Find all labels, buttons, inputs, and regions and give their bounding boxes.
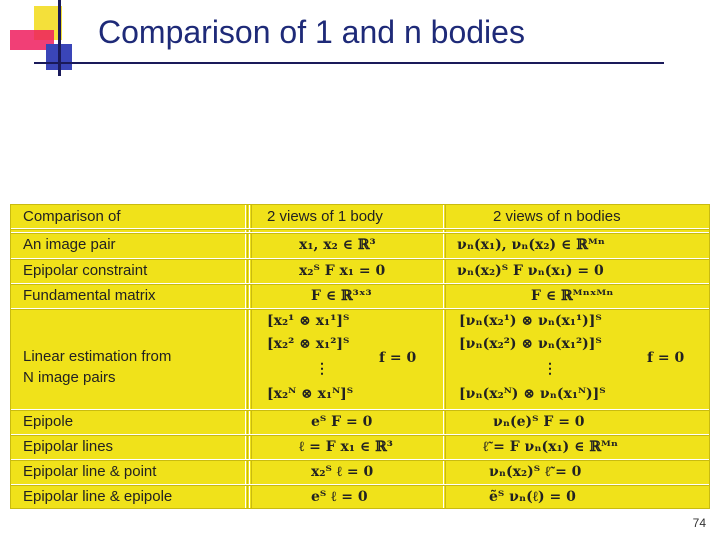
one-body-estimation-row-1: [x₂¹ ⊗ x₁¹]ᵀ: [267, 313, 350, 329]
n-bodies-image-pair: νₙ(x₁), νₙ(x₂) ∈ ℝᴹⁿ: [457, 237, 605, 253]
one-body-estimation-row-2: [x₂² ⊗ x₁²]ᵀ: [267, 336, 350, 352]
n-bodies-fundamental-matrix: F ∈ ℝᴹⁿˣᴹⁿ: [531, 288, 614, 304]
n-bodies-estimation-row-1: [νₙ(x₂¹) ⊗ νₙ(x₁¹)]ᵀ: [459, 313, 602, 329]
header-one-body: 2 views of 1 body: [267, 208, 383, 225]
row-divider: [11, 434, 709, 436]
row-divider: [11, 258, 709, 260]
n-bodies-estimation-row-n: [νₙ(x₂ᴺ) ⊗ νₙ(x₁ᴺ)]ᵀ: [459, 386, 606, 402]
n-bodies-epipolar-constraint: νₙ(x₂)ᵀ F νₙ(x₁) = 0: [457, 263, 604, 279]
row-divider: [11, 484, 709, 486]
one-body-estimation-row-n: [x₂ᴺ ⊗ x₁ᴺ]ᵀ: [267, 386, 354, 402]
header-n-bodies: 2 views of n bodies: [493, 208, 621, 225]
one-body-fundamental-matrix: F ∈ ℝ³ˣ³: [311, 288, 372, 304]
n-bodies-line-and-epipole: ẽᵀ νₙ(ℓ) = 0: [489, 489, 576, 505]
row-divider: [11, 283, 709, 285]
n-bodies-estimation-ellipsis: ⋮: [543, 361, 557, 377]
row-label-epipole: Epipole: [23, 413, 74, 430]
one-body-epipolar-constraint: x₂ᵀ F x₁ = 0: [299, 263, 386, 279]
column-divider: [245, 205, 248, 508]
one-body-estimation-rhs: f = 0: [379, 350, 417, 366]
one-body-image-pair: x₁, x₂ ∈ ℝ³: [299, 237, 376, 253]
one-body-epipolar-lines: ℓ = F x₁ ∈ ℝ³: [299, 439, 393, 455]
row-divider: [11, 232, 709, 234]
n-bodies-epipolar-lines: ℓ̃ = F νₙ(x₁) ∈ ℝᴹⁿ: [483, 439, 619, 455]
row-label-linear-estimation-line2: N image pairs: [23, 369, 116, 386]
comparison-table: [10, 204, 710, 509]
n-bodies-estimation-rhs: f = 0: [647, 350, 685, 366]
header-comparison: Comparison of: [23, 208, 121, 225]
column-divider: [443, 205, 446, 508]
row-divider: [11, 409, 709, 411]
one-body-epipole: eᵀ F = 0: [311, 414, 373, 430]
n-bodies-line-and-point: νₙ(x₂)ᵀ ℓ̃ = 0: [489, 464, 582, 480]
row-label-fundamental-matrix: Fundamental matrix: [23, 287, 156, 304]
row-divider: [11, 459, 709, 461]
row-label-linear-estimation: Linear estimation from: [23, 348, 172, 365]
column-divider: [249, 205, 252, 508]
n-bodies-estimation-row-2: [νₙ(x₂²) ⊗ νₙ(x₁²)]ᵀ: [459, 336, 602, 352]
row-label-epipolar-constraint: Epipolar constraint: [23, 262, 148, 279]
one-body-line-and-point: x₂ᵀ ℓ = 0: [311, 464, 374, 480]
n-bodies-epipole: νₙ(e)ᵀ F = 0: [493, 414, 585, 430]
title-decoration-vertical-line: [58, 0, 61, 76]
row-label-epipolar-lines: Epipolar lines: [23, 438, 114, 455]
title-underline: [34, 62, 664, 64]
row-divider: [11, 228, 709, 230]
row-divider: [11, 308, 709, 310]
row-label-image-pair: An image pair: [23, 236, 116, 253]
page-number: 74: [692, 516, 706, 530]
one-body-estimation-ellipsis: ⋮: [315, 361, 329, 377]
row-label-line-and-point: Epipolar line & point: [23, 463, 157, 480]
one-body-line-and-epipole: eᵀ ℓ = 0: [311, 489, 368, 505]
slide-title: Comparison of 1 and n bodies: [98, 14, 525, 50]
row-label-line-and-epipole: Epipolar line & epipole: [23, 488, 173, 505]
